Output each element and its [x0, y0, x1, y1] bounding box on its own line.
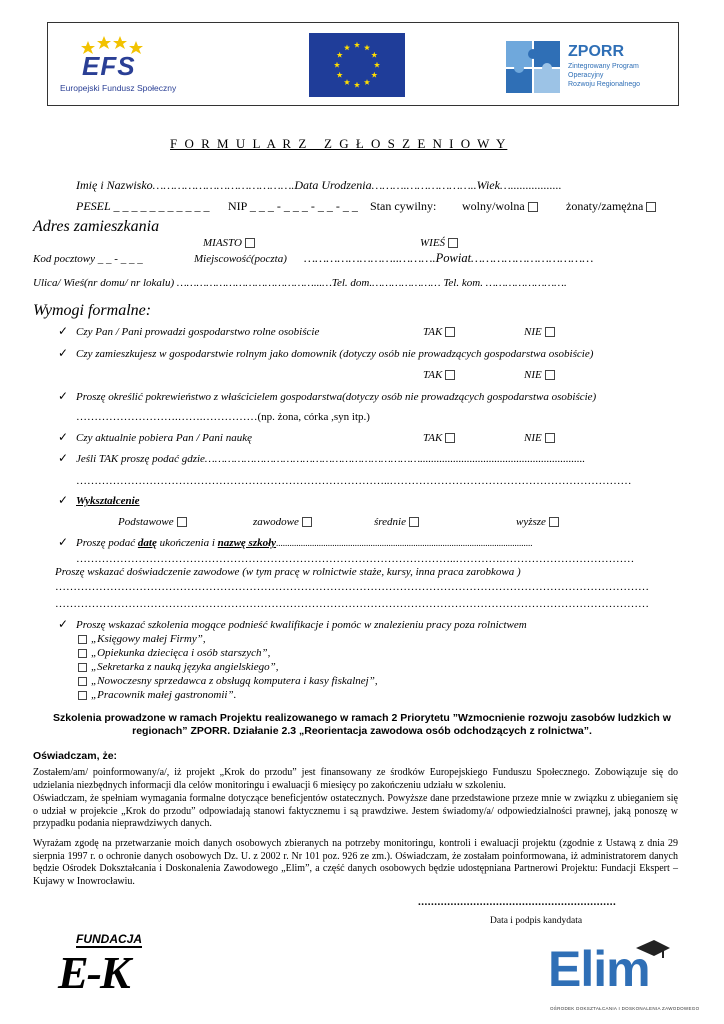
q4-nie[interactable] [524, 432, 555, 444]
nip-field[interactable]: NIP _ _ _ - _ _ _ - _ _ - _ _ [228, 199, 358, 213]
training-option[interactable] [78, 689, 378, 703]
zporr-caption-1: Zintegrowany Program [568, 63, 639, 70]
experience-label: Proszę wskazać doświadczenie zawodowe (w tym pracę w rolnictwie staże, kursy, inna praca zarobkowa ) [55, 566, 521, 578]
civil-opt-married[interactable] [566, 199, 656, 214]
civil-opt-single[interactable] [462, 199, 538, 214]
zporr-title: ZPORR [568, 43, 624, 60]
training-option-label: „Sekretarka z nauką języka angielskiego”, [91, 661, 279, 673]
q-school-info[interactable] [76, 537, 533, 549]
civil-opt-single-label: wolny/wolna [462, 199, 525, 213]
checkmark-icon: ✓ [58, 324, 69, 338]
training-question: Proszę wskazać szkolenia mogące podnieść kwalifikacje i pomóc w znalezieniu pracy poza rolnictwem [76, 619, 527, 631]
q6-text-c: ukończenia i [156, 537, 218, 549]
elim-text: Elim [548, 941, 650, 997]
q6-dots: .................................................................................................................. [276, 538, 533, 548]
puzzle-icon [504, 35, 566, 97]
training-option-label: „Pracownik małej gastronomii”. [91, 689, 237, 701]
checkbox-icon[interactable] [409, 517, 419, 527]
declaration-heading: Oświadczam, że: [33, 750, 118, 762]
q-where-studying[interactable]: Jeśli TAK proszę podać gdzie…………………………………………………………............................................................ [76, 453, 586, 465]
logo-header [47, 22, 679, 106]
declaration-p3: Wyrażam zgodę na przetwarzanie moich danych osobowych zbieranych na potrzeby monitoringu, kontroli i ewaluacji projektu (zgodnie z Ustawą z dnia 29 sierpnia 1997 r. o ochronie danych osobowych Dz. U. z 2002 r. Nr 101 poz. 926 ze zm.). Oświadczam, że zostałam poinformowana, iż administratorem danych będzie Ośrodek Dokształcania i Doskonalenia Zawodowego „Elim”, a część danych osobowych będzie udostępniana Partnerowi Projektu: Fundacji Ekspert – Kujawy w Inowrocławiu. [33, 838, 678, 887]
name-birth-age-line[interactable]: Imię i Nazwisko………………………………….Data Urodzenia……….………………..Wiek…................. [76, 178, 562, 192]
elim-caption: OŚRODEK DOKSZTAŁCANIA I DOSKONALENIA ZAWODOWEGO [550, 1006, 700, 1011]
declaration-p2: Oświadczam, że spełniam wymagania formalne dotyczące beneficjentów ostatecznych. Powyższe dane przedstawione przeze mnie w związku z ubieganiem się o udział w projekcie „Krok do przodu” odpowiadają stanowi faktycznemu i są prawdziwe. Jestem świadomy/a/ odpowiedzialności prawnej, jaką ponoszę w przypadku podania nieprawdziwych danych. [33, 793, 678, 829]
fundacja-text: FUNDACJA [76, 932, 142, 946]
efs-text: EFS [82, 51, 136, 81]
checkmark-icon: ✓ [58, 451, 69, 465]
checkbox-icon[interactable] [528, 202, 538, 212]
experience-line-1[interactable]: ……………………………………………………………………………………………………………………………………………… [55, 581, 649, 593]
project-notice: Szkolenia prowadzone w ramach Projektu realizowanego w ramach 2 Priorytetu ”Wzmocnienie rozwoju zasobów ludzkich w regionach” ZPORR. Działanie 2.3 „Reorientacja zawodowa osób odchodzących z rolnictwa”. [53, 712, 671, 737]
nie-label: NIE [524, 369, 542, 381]
q6-school-name: nazwę szkoły [217, 537, 277, 549]
kinship-field[interactable]: ……………………….…….……………(np. żona, córka ,syn itp.) [76, 411, 370, 423]
training-option[interactable] [78, 633, 378, 647]
checkbox-icon[interactable] [545, 327, 555, 337]
edu-higher-label: wyższe [516, 516, 546, 528]
checkbox-icon[interactable] [78, 635, 87, 644]
q-household-member: Czy zamieszkujesz w gospodarstwie rolnym jako domownik (dotyczy osób nie prowadzących gospodarstwa osobiście) [76, 348, 594, 360]
education-heading: Wykształcenie [76, 495, 140, 507]
declaration-p1: Zostałem/am/ poinformowany/a/, iż projekt „Krok do przodu” jest finansowany ze środków Europejskiego Funduszu Społecznego. Zobowiązuje się do udzielania niezbędnych informacji dla celów monitoringu i ewaluacji 6 miesięcy po zakończeniu udziału w szkoleniu. [33, 767, 678, 791]
school-info-line[interactable]: …………………………………………………………………………………………..………….……………………………… [76, 553, 635, 565]
training-option-label: „Księgowy małej Firmy”, [91, 633, 206, 645]
checkbox-icon[interactable] [78, 691, 87, 700]
checkbox-icon[interactable] [78, 649, 87, 658]
nie-label: NIE [524, 326, 542, 338]
requirements-heading: Wymogi formalne: [33, 302, 152, 319]
checkbox-icon[interactable] [545, 433, 555, 443]
q1-tak[interactable] [423, 326, 455, 338]
checkbox-icon[interactable] [445, 433, 455, 443]
checkbox-icon[interactable] [646, 202, 656, 212]
q1-nie[interactable] [524, 326, 555, 338]
efs-caption: Europejski Fundusz Społeczny [60, 83, 177, 93]
training-option-label: „Opiekunka dziecięca i osób starszych”, [91, 647, 271, 659]
checkmark-icon: ✓ [58, 389, 69, 403]
zporr-caption-3: Rozwoju Regionalnego [568, 81, 640, 88]
q-farm-owner: Czy Pan / Pani prowadzi gospodarstwo rolne osobiście [76, 326, 320, 338]
miejscowosc-powiat-field[interactable]: ……………………..……….Powiat…………………………… [304, 251, 594, 265]
zporr-caption-2: Operacyjny [568, 72, 604, 79]
elim-logo [546, 938, 700, 1018]
edu-secondary-label: średnie [374, 516, 406, 528]
checkmark-icon: ✓ [58, 430, 69, 444]
fundacja-ek-logo [54, 932, 172, 998]
checkbox-icon[interactable] [245, 238, 255, 248]
page-title: F O R M U L A R Z Z G Ł O S Z E N I O W Y [170, 136, 508, 151]
q2-tak[interactable] [423, 369, 455, 381]
checkbox-icon[interactable] [177, 517, 187, 527]
miejscowosc-label: Miejscowość(poczta) [194, 253, 287, 265]
eu-flag-icon [309, 33, 405, 97]
edu-vocational-label: zawodowe [253, 516, 299, 528]
checkbox-icon[interactable] [445, 370, 455, 380]
tak-label: TAK [423, 326, 443, 338]
checkbox-icon[interactable] [78, 677, 87, 686]
street-phone-line[interactable]: Ulica/ Wieś(nr domu/ nr lokalu) ……………………………………...…Tel. dom.………………… Tel. kom. ……………………. [33, 277, 567, 289]
address-heading: Adres zamieszkania [33, 218, 160, 235]
tak-label: TAK [423, 432, 443, 444]
checkbox-icon[interactable] [445, 327, 455, 337]
tak-label: TAK [423, 369, 443, 381]
checkmark-icon: ✓ [58, 535, 69, 549]
postal-code-field[interactable]: Kod pocztowy _ _ - _ _ _ [33, 253, 143, 265]
miasto-label: MIASTO [203, 237, 242, 249]
training-option[interactable] [78, 675, 378, 689]
ek-text: E-K [58, 947, 129, 998]
civil-opt-married-label: żonaty/zamężna [566, 199, 644, 213]
experience-line-2[interactable]: ……………………………………………………………………………………………………………………………………………… [55, 598, 649, 610]
training-option[interactable] [78, 661, 378, 675]
q-studying: Czy aktualnie pobiera Pan / Pani naukę [76, 432, 252, 444]
where-studying-line[interactable]: …………………………………………………………………………..………………………………………………………… [76, 475, 632, 487]
wies-label: WIEŚ [420, 237, 446, 249]
signature-field[interactable]: ............................................................. [418, 896, 617, 908]
edu-primary[interactable] [118, 516, 187, 528]
checkmark-icon: ✓ [58, 617, 69, 631]
checkmark-icon: ✓ [58, 493, 69, 507]
pesel-field[interactable]: PESEL _ _ _ _ _ _ _ _ _ _ _ [76, 199, 210, 213]
miasto-option[interactable] [203, 237, 255, 249]
checkbox-icon[interactable] [448, 238, 458, 248]
checkbox-icon[interactable] [545, 370, 555, 380]
nie-label: NIE [524, 432, 542, 444]
edu-higher[interactable] [516, 516, 559, 528]
edu-vocational[interactable] [253, 516, 312, 528]
q-kinship: Proszę określić pokrewieństwo z właścicielem gospodarstwa(dotyczy osób nie prowadzących gospodarstwa osobiście) [76, 391, 597, 403]
q4-tak[interactable] [423, 432, 455, 444]
edu-secondary[interactable] [374, 516, 419, 528]
efs-logo [58, 33, 177, 95]
checkmark-icon: ✓ [58, 346, 69, 360]
civil-status-label: Stan cywilny: [370, 199, 437, 213]
wies-option[interactable] [420, 237, 458, 249]
signature-label: Data i podpis kandydata [490, 916, 583, 926]
edu-primary-label: Podstawowe [118, 516, 174, 528]
q2-nie[interactable] [524, 369, 555, 381]
zporr-logo [496, 29, 646, 99]
checkbox-icon[interactable] [302, 517, 312, 527]
training-option[interactable] [78, 647, 378, 661]
training-option-label: „Nowoczesny sprzedawca z obsługą komputera i kasy fiskalnej”, [91, 675, 378, 687]
training-options [78, 633, 378, 703]
checkbox-icon[interactable] [549, 517, 559, 527]
checkbox-icon[interactable] [78, 663, 87, 672]
q6-date: datę [137, 537, 157, 549]
q6-text-a: Proszę podać [76, 537, 138, 549]
